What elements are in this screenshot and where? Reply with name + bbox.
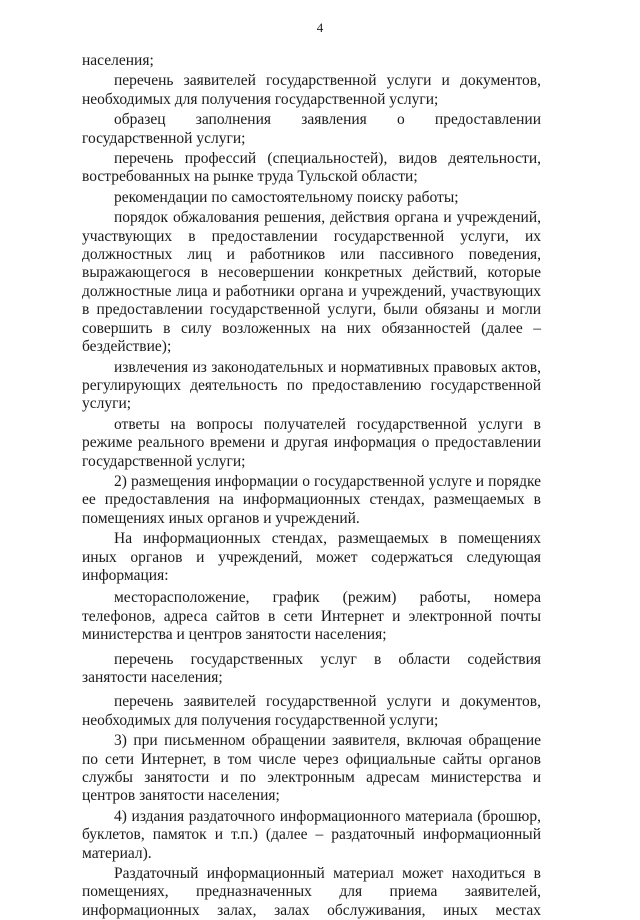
paragraph: образец заполнения заявления о предоставлении государственной услуги;	[82, 111, 541, 147]
paragraph: 3) при письменном обращении заявителя, включая обращение по сети Интернет, в том числе через официальные сайты органов службы занятости и по электронным адресам министерства и центров занятости населения;	[82, 732, 541, 805]
paragraph: порядок обжалования решения, действия органа и учреждений, участвующих в предоставлении государственной услуги, их должностных лиц и работников или пассивного поведения, выражающегося в несовершении конкретных действий, которые должностные лица и работники органа и учреждений, участвующих в предоставлении государственной услуги, были обязаны и могли совершить в силу возложенных на них обязанностей (далее – бездействие);	[82, 209, 541, 356]
paragraph: 2) размещения информации о государственной услуге и порядке ее предоставления на информационных стендах, размещаемых в помещениях иных органов и учреждений.	[82, 472, 541, 527]
paragraph: перечень профессий (специальностей), видов деятельности, востребованных на рынке труда Тульской области;	[82, 150, 541, 186]
paragraph: перечень заявителей государственной услуги и документов, необходимых для получения государственной услуги;	[82, 693, 541, 729]
paragraph: населения;	[82, 52, 154, 69]
paragraph: извлечения из законодательных и нормативных правовых актов, регулирующих деятельность по предоставлению государственной услуги;	[82, 358, 541, 413]
paragraph: 4) издания раздаточного информационного материала (брошюр, буклетов, памяток и т.п.) (далее – раздаточный информационный материал).	[82, 807, 541, 862]
paragraph: перечень государственных услуг в области содействия занятости населения;	[82, 650, 541, 686]
paragraph: ответы на вопросы получателей государственной услуги в режиме реального времени и другая информация о предоставлении государственной услуги;	[82, 415, 541, 470]
paragraph: рекомендации по самостоятельному поиску работы;	[114, 188, 459, 206]
paragraph: На информационных стендах, размещаемых в помещениях иных органов и учреждений, может содержаться следующая информация:	[82, 530, 541, 584]
page-number: 4	[316, 20, 324, 35]
paragraph: месторасположение, график (режим) работы, номера телефонов, адреса сайтов в сети Интернет и электронной почты министерства и центров занятости населения;	[82, 589, 541, 644]
paragraph: перечень заявителей государственной услуги и документов, необходимых для получения государственной услуги;	[82, 72, 541, 108]
document-body	[82, 52, 541, 920]
paragraph: Раздаточный информационный материал может находиться в помещениях, предназначенных для приема заявителей, информационных залах, залах обслуживания, иных местах	[82, 865, 541, 919]
